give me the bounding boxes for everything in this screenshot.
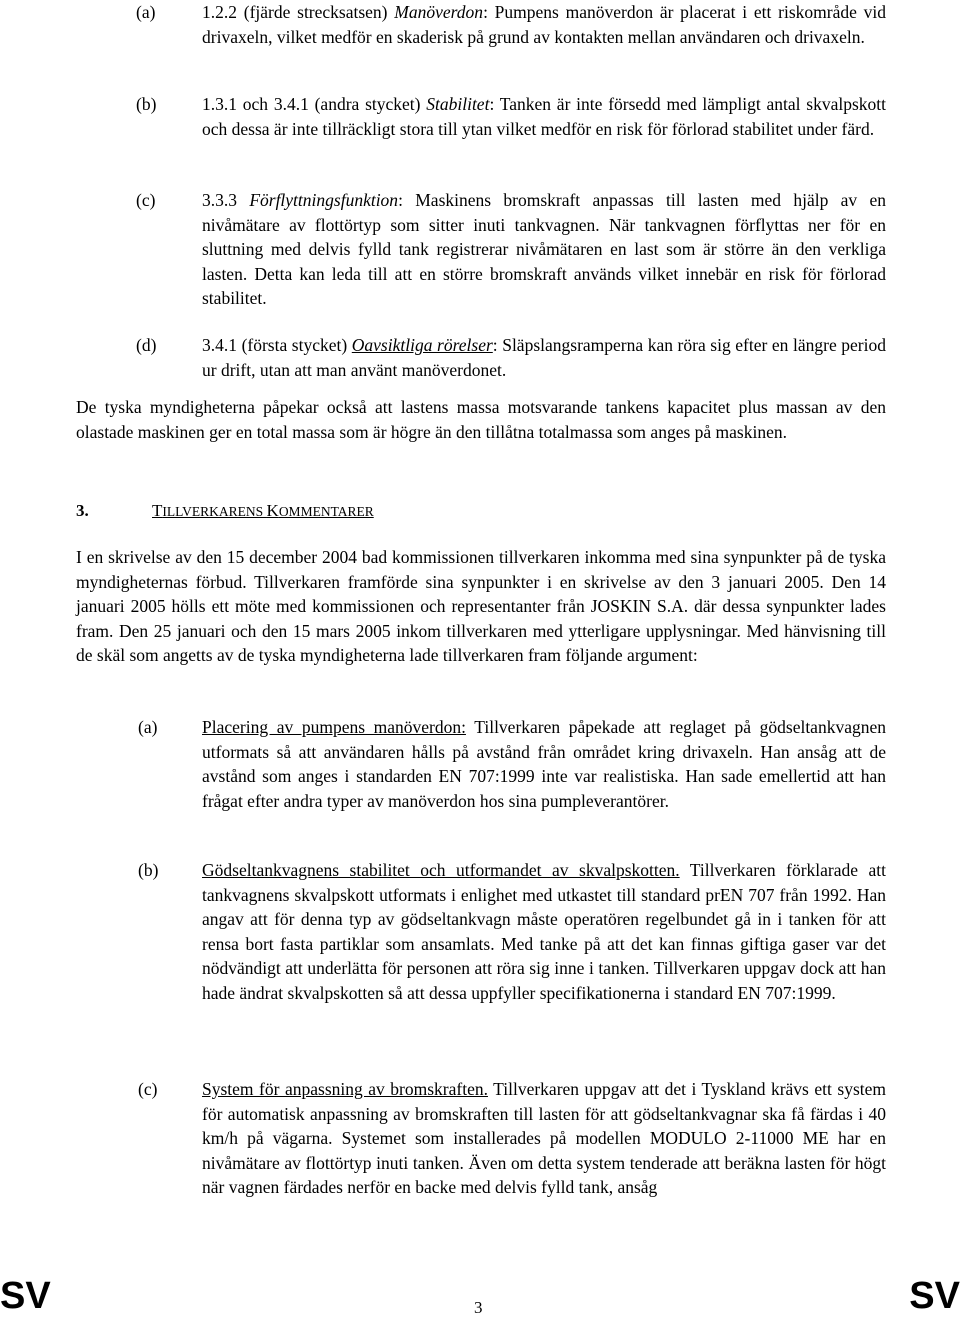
list-text: Placering av pumpens manöverdon: Tillverkaren påpekade att reglaget på gödseltankvagnen utformats så att användaren hålls på avstånd från området kring drivaxeln. Han ansåg att de avstånd som anges i standarden EN 707:1999 inte var realistiska. Han sade emellertid att han frågat efter andra typer av manöverdon hos sina pumpleverantörer.: [202, 717, 886, 811]
list-label: (b): [138, 860, 159, 880]
list-text: Gödseltankvagnens stabilitet och utformandet av skvalpskotten. Tillverkaren förklarade att tankvagnens skvalpskott utformats i enlighet med utkastet till standard prEN 707 från 1992. Han angav att för denna typ av gödseltankvagn måste operatören regelbundet gå in i tanken för att rensa bort fasta partiklar som ansamlats. Med tanke på att det kan finnas giftiga gaser var det nödvändigt att underlätta för personen att röra sig inne i tanken. Tillverkaren uppgav dock att han hade ändrat skvalpskotten så att dessa uppfyller specifikationerna i standard EN 707:1999.: [202, 860, 886, 1003]
list-text: 1.3.1 och 3.4.1 (andra stycket) Stabilitet: Tanken är inte försedd med lämpligt antal skvalpskott och dessa är inte tillräckligt stora till ytan vilket medför en risk för förlorad stabilitet under färd.: [202, 94, 886, 139]
list-label: (a): [136, 2, 156, 22]
list-text: 1.2.2 (fjärde strecksatsen) Manöverdon: Pumpens manöverdon är placerat i ett riskområde vid drivaxeln, vilket medför en skaderisk på grund av kontakten mellan användaren och drivaxeln.: [202, 2, 887, 47]
list-text: 3.4.1 (första stycket) Oavsiktliga rörelser: Släpslangsramperna kan röra sig efter en längre period ur drift, utan att man använt manöverdonet.: [202, 335, 886, 380]
footer-language-left: SV: [0, 1275, 51, 1317]
paragraph-mass: De tyska myndigheterna påpekar också att lastens massa motsvarande tankens kapacitet plus massan av den olastade maskinen ger en total massa som är högre än den tillåtna totalmassa som anges på maskinen.: [76, 397, 886, 442]
list-text: 3.3.3 Förflyttningsfunktion: Maskinens bromskraft anpassas till lasten med hjälp av en nivåmätare av flottörtyp som sitter inuti tankvagnen. När tankvagnen förflyttas ner för en sluttning med delvis fylld tank registrerar nivåmätaren en last som är större än den verkliga lasten. Detta kan leda till att en större bromskraft används vilket innebär en risk för förlorad stabilitet.: [202, 190, 886, 308]
section-title: TILLVERKARENS KOMMENTARER: [152, 501, 374, 520]
page-number: 3: [474, 1298, 483, 1317]
list-label: (c): [138, 1079, 158, 1099]
section-number: 3.: [76, 501, 89, 520]
list-label: (b): [136, 94, 157, 114]
list-label: (c): [136, 190, 156, 210]
footer-language-right: SV: [909, 1275, 960, 1317]
paragraph-manufacturer: I en skrivelse av den 15 december 2004 bad kommissionen tillverkaren inkomma med sina synpunkter på de tyska myndigheternas förbud. Tillverkaren framförde sina synpunkter i en skrivelse av den 3 januari 2005. Den 14 januari 2005 hölls ett möte med kommissionen och representanter från JOSKIN S.A. där dessa synpunkter lades fram. Den 25 januari och den 15 mars 2005 inkom tillverkaren med ytterligare upplysningar. Med hänvisning till de skäl som angetts av de tyska myndigheterna lade tillverkaren fram följande argument:: [76, 547, 886, 665]
list-text: System för anpassning av bromskraften. Tillverkaren uppgav att det i Tyskland krävs ett system för automatisk anpassning av bromskraften till lasten för att gödseltankvagnar ska få färdas i 40 km/h på vägarna. Systemet som installerades på modellen MODULO 2-11000 ME har en nivåmätare av flottörtyp inuti tanken. Även om detta system tenderade att beräkna lasten för högt när vagnen färdades nerför en backe med delvis fylld tank, ansåg: [202, 1079, 887, 1197]
list-label: (a): [138, 717, 158, 737]
list-label: (d): [136, 335, 157, 355]
